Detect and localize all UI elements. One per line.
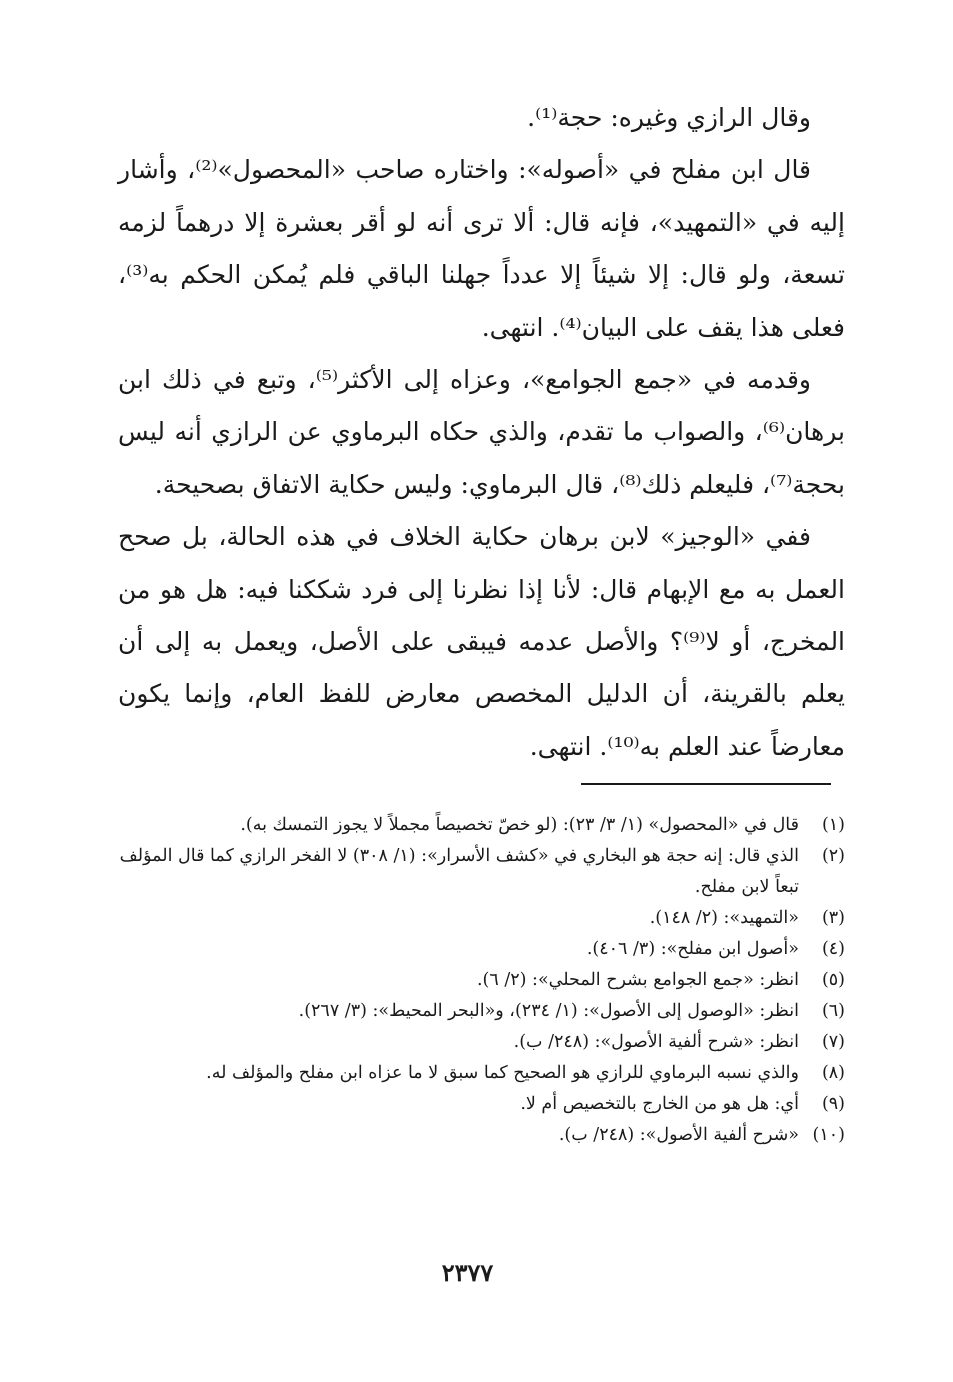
footnote-number: (٩) [821, 1094, 845, 1114]
footnote-text: أي: هل هو من الخارج بالتخصيص أم لا. [520, 1094, 799, 1114]
footnote-8 [118, 1058, 845, 1089]
paragraph-1: وقال الرازي وغيره: حجة⁽¹⁾. [527, 103, 811, 132]
footnote-text: انظر: «جمع الجوامع بشرح المحلي»: (٢/ ٦). [476, 970, 799, 990]
footnote-number: (٤) [821, 939, 845, 959]
footnote-9 [118, 1089, 845, 1120]
paragraph-4: ففي «الوجيز» لابن برهان حكاية الخلاف في هذه الحالة، بل صحح العمل به مع الإبهام قال: لأنا إذا نظرنا إلى فرد شككنا فيه: هل هو من المخرج، أو لا⁽⁹⁾؟ والأصل عدمه فيبقى على الأصل، ويعمل به إلى أن يعلم بالقرينة، أن الدليل المخصص معارض للفظ العام، وإنما يكون معارضاً عند العلم به⁽¹⁰⁾. انتهى. [118, 522, 846, 761]
footnote-text: «شرح ألفية الأصول»: (٢٤٨/ ب). [558, 1125, 799, 1145]
footnote-text: والذي نسبه البرماوي للرازي هو الصحيح كما سبق لا ما عزاه ابن مفلح والمؤلف له. [206, 1063, 799, 1083]
footnote-text: انظر: «شرح ألفية الأصول»: (٢٤٨/ ب). [513, 1032, 799, 1052]
footnote-4 [118, 934, 845, 965]
footnote-1 [118, 810, 845, 841]
paragraph-3: وقدمه في «جمع الجوامع»، وعزاه إلى الأكثر⁽⁵⁾، وتبع في ذلك ابن برهان⁽⁶⁾، والصواب ما تقدم، والذي حكاه البرماوي عن الرازي أنه ليس بحجة⁽⁷⁾، فليعلم ذلك⁽⁸⁾، قال البرماوي: وليس حكاية الاتفاق بصحيحة. [118, 365, 845, 499]
main-text [118, 92, 845, 773]
footnote-6 [118, 996, 845, 1027]
footnote-10 [118, 1120, 845, 1151]
footnote-text: انظر: «الوصول إلى الأصول»: (١/ ٢٣٤)، و«البحر المحيط»: (٣/ ٢٦٧). [298, 1001, 799, 1021]
footnote-number: (١٠) [812, 1125, 845, 1145]
footnote-7 [118, 1027, 845, 1058]
footnote-2 [118, 841, 845, 903]
footnote-number: (٨) [821, 1063, 845, 1083]
footnote-text: «التمهيد»: (٢/ ١٤٨). [649, 908, 799, 928]
footnote-3 [118, 903, 845, 934]
footnote-separator [581, 783, 831, 785]
footnote-text: «أصول ابن مفلح»: (٣/ ٤٠٦). [586, 939, 799, 959]
footnote-number: (٣) [821, 908, 845, 928]
footnote-number: (٢) [821, 846, 845, 866]
paragraph-2: قال ابن مفلح في «أصوله»: واختاره صاحب «المحصول»⁽²⁾، وأشار إليه في «التمهيد»، فإنه قال: ألا ترى أنه لو أقر بعشرة إلا درهماً لزمه تسعة، ولو قال: إلا شيئاً إلا عدداً جهلنا الباقي فلم يُمكن الحكم به⁽³⁾، فعلى هذا يقف على البيان⁽⁴⁾. انتهى. [118, 155, 845, 342]
footnote-number: (٥) [821, 970, 845, 990]
footnote-5 [118, 965, 845, 996]
footnote-number: (٦) [821, 1001, 845, 1021]
footnote-number: (٧) [821, 1032, 845, 1052]
page-number: ٢٣٧٧ [441, 1258, 494, 1287]
footnote-text: قال في «المحصول» (١/ ٣/ ٢٣): (لو خصّ تخصيصاً مجملاً لا يجوز التمسك به). [240, 815, 799, 835]
footnote-number: (١) [821, 815, 845, 835]
footnote-text: الذي قال: إنه حجة هو البخاري في «كشف الأسرار»: (١/ ٣٠٨) لا الفخر الرازي كما قال المؤلف تبعاً لابن مفلح. [119, 846, 799, 897]
footnotes [118, 810, 845, 1151]
